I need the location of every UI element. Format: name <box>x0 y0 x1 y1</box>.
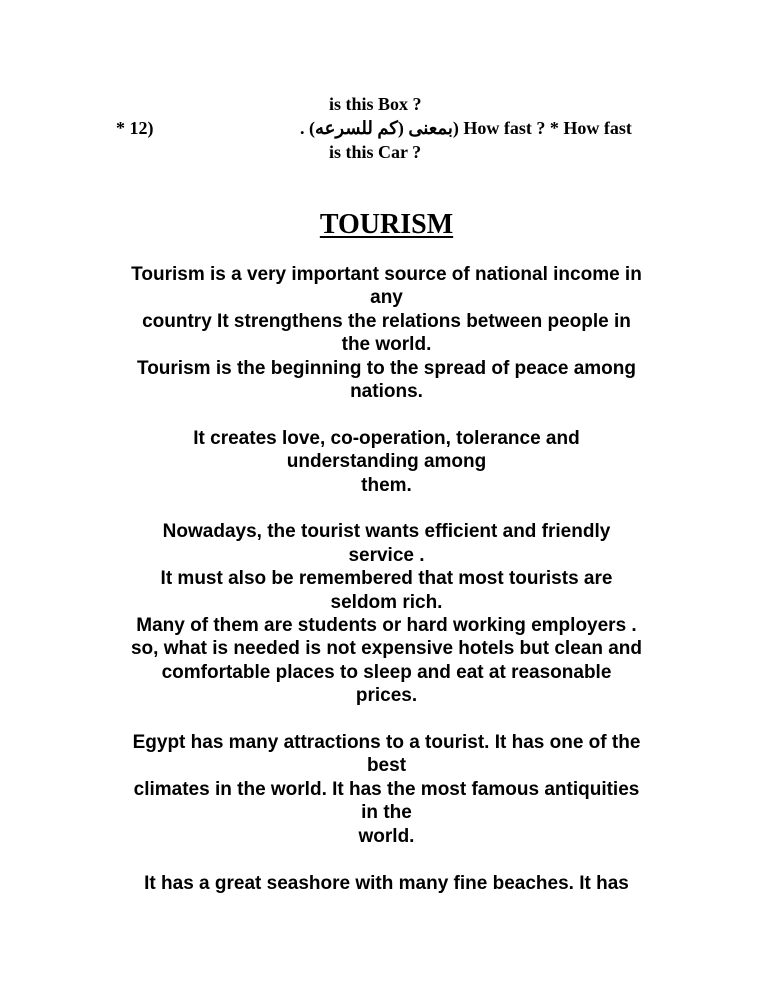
paragraph-4-line-5: world. <box>358 825 415 847</box>
paragraph-3-line-2: service . <box>348 544 425 566</box>
paragraph-gap <box>90 708 683 731</box>
paragraph-4-line-1: Egypt has many attractions to a tourist. It has one of the <box>132 732 641 754</box>
paragraph-4-line-3: climates in the world. It has the most famous antiquities <box>133 778 640 800</box>
article-body <box>90 263 683 895</box>
paragraph-2-line-1: It creates love, co-operation, tolerance and <box>193 427 580 449</box>
paragraph-3-line-4: seldom rich. <box>330 591 443 613</box>
paragraph-gap <box>90 848 683 871</box>
paragraph-4-line-4: in the <box>361 802 412 824</box>
paragraph-3-line-5: Many of them are students or hard working employers . <box>136 615 637 637</box>
paragraph-3-line-6: so, what is needed is not expensive hotels but clean and <box>130 638 642 660</box>
header-line-3: is this Car ? <box>329 142 422 162</box>
page-title: TOURISM <box>319 209 454 240</box>
paragraph-1-line-2: any <box>370 287 403 309</box>
paragraph-1-line-5: Tourism is the beginning to the spread of peace among <box>137 357 636 379</box>
paragraph-3-line-7: comfortable places to sleep and eat at reasonable <box>161 661 612 683</box>
paragraph-2-line-2: understanding among <box>286 451 487 473</box>
paragraph-2-line-3: them. <box>361 474 412 496</box>
paragraph-3-line-1: Nowadays, the tourist wants efficient and friendly <box>162 521 611 543</box>
header-line-2 <box>300 116 632 140</box>
question-number: * 12) <box>116 118 154 138</box>
paragraph-3-line-3: It must also be remembered that most tourists are <box>160 568 613 590</box>
paragraph-gap <box>90 497 683 520</box>
arabic-gloss: بمعنى (كم للسرعه <box>315 118 453 138</box>
header-line-2-prefix: . ( <box>300 118 315 138</box>
paragraph-1-line-1: Tourism is a very important source of national income in <box>131 264 642 285</box>
paragraph-3-line-8: prices. <box>355 685 418 707</box>
header-line-1: is this Box ? <box>329 94 422 114</box>
header-line-2-suffix: ) How fast ? * How fast <box>452 118 632 138</box>
paragraph-1-line-4: the world. <box>341 334 432 356</box>
page-title-container <box>0 208 773 242</box>
paragraph-4-line-2: best <box>366 755 407 777</box>
paragraph-gap <box>90 403 683 426</box>
paragraph-1-line-6: nations. <box>350 381 423 403</box>
paragraph-5-line-1: It has a great seashore with many fine beaches. It has <box>144 872 629 894</box>
paragraph-1-line-3: country It strengthens the relations between people in <box>142 310 631 332</box>
